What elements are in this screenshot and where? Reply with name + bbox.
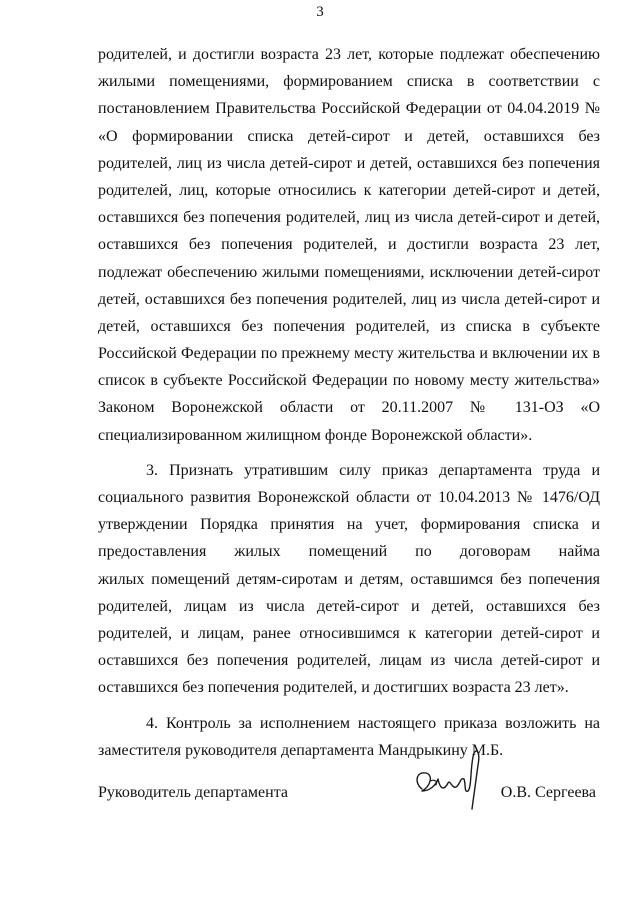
text-line: оставшихся без попечения родителей, и достигли возраста 23 лет, — [98, 236, 600, 254]
handwritten-signature — [408, 745, 498, 815]
text-line: предоставления жилых помещений по договорам найма — [98, 543, 600, 561]
text-line: детей, оставшихся без попечения родителей, из списка в субъекте — [98, 317, 600, 335]
page-number: 3 — [316, 4, 324, 20]
text-line: социального развития Воронежской области от 10.04.2013 № 1476/ОД — [98, 489, 600, 506]
text-line: родителей, и достигли возраста 23 лет, которые подлежат обеспечению — [98, 46, 600, 63]
text-line: детей, оставшихся без попечения родителей, лиц из числа детей-сирот и — [98, 290, 600, 308]
text-line: жилыми помещениями, формированием списка в соответствии с — [98, 73, 600, 91]
text-line: родителей, лиц из числа детей-сирот и детей, оставшихся без попечения — [98, 154, 600, 172]
paragraph-gap — [98, 449, 600, 457]
text-line: подлежат обеспечению жилыми помещениями, исключении детей-сирот — [98, 263, 600, 281]
signatory-name: О.В. Сергеева — [500, 784, 596, 801]
signatory-role: Руководитель департамента — [98, 784, 288, 801]
paragraph-4 — [98, 710, 600, 764]
paragraph-3 — [98, 457, 600, 702]
text-line: заместителя руководителя департамента Мандрыкину М.Б. — [98, 741, 504, 759]
text-line: постановлением Правительства Российской Федерации от 04.04.2019 № — [98, 100, 600, 118]
text-line: оставшихся без попечения родителей, лицам из числа детей-сирот и — [98, 652, 600, 670]
text-line: 4. Контроль за исполнением настоящего приказа возложить на — [146, 714, 600, 732]
signature-block — [98, 770, 600, 830]
text-line: родителей, лиц, которые относились к категории детей-сирот и детей, — [98, 181, 600, 199]
text-line: Законом Воронежской области от 20.11.2007 № 131-ОЗ «О — [98, 399, 600, 417]
document-body — [98, 41, 600, 764]
paragraph-gap — [98, 702, 600, 710]
text-line: оставшихся без попечения родителей, и достигших возраста 23 лет». — [98, 679, 569, 697]
text-line: «О формировании списка детей-сирот и детей, оставшихся без — [98, 127, 600, 145]
text-line: специализированном жилищном фонде Воронежской области». — [98, 426, 533, 444]
text-line: родителей, и лицам, ранее относившимся к категории детей-сирот и — [98, 624, 600, 642]
text-line: жилых помещений детям-сиротам и детям, оставшимся без попечения — [98, 570, 600, 588]
text-line: список в субъекте Российской Федерации по новому месту жительства» — [98, 372, 600, 390]
text-line: 3. Признать утратившим силу приказ департамента труда и — [146, 461, 600, 479]
text-line: родителей, лицам из числа детей-сирот и детей, оставшихся без — [98, 597, 600, 615]
paragraph-2-tail — [98, 41, 600, 449]
text-line: утверждении Порядка принятия на учет, формирования списка и — [98, 516, 600, 534]
text-line: оставшихся без попечения родителей, лиц из числа детей-сирот и детей, — [98, 209, 600, 227]
text-line: Российской Федерации по прежнему месту жительства и включении их в — [98, 345, 600, 363]
